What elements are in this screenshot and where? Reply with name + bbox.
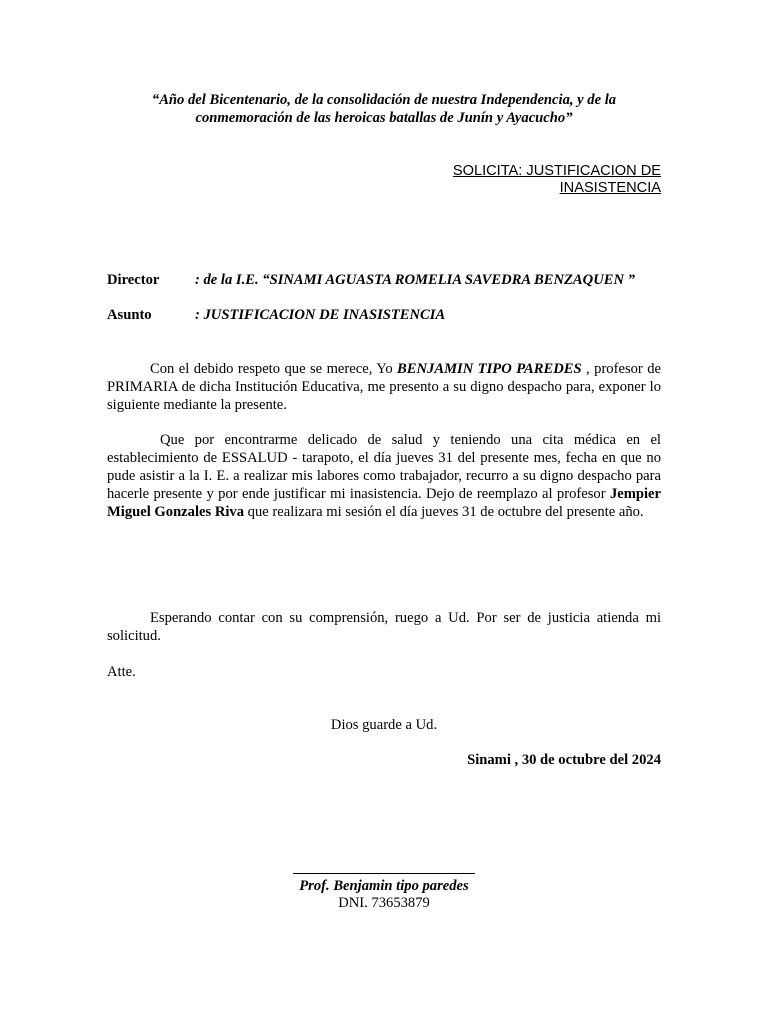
paragraph-1-rest: , profesor de PRIMARIA de dicha Institución Educativa, me presento a su digno despacho para, exponer lo siguiente mediante la presente. bbox=[107, 361, 661, 413]
director-label: Director bbox=[107, 272, 160, 288]
request-title-line1: SOLICITA: JUSTIFICACION DE bbox=[452, 163, 661, 179]
paragraph-1-intro: Con el debido respeto que se merece, Yo bbox=[150, 361, 398, 377]
signature-line bbox=[293, 873, 475, 874]
asunto-value: : JUSTIFICACION DE INASISTENCIA bbox=[195, 307, 446, 323]
paragraph-2-intro: Que por encontrarme delicado de salud y teniendo una cita médica en el establecimiento de ESSALUD - tarapoto, el día jueves 31 del presente mes, fecha en que no pude asistir a la I. E. a realizar mis labores como trabajador, recurro a su digno despacho para hacerle presente y por ende justificar mi inasistencia. Dejo de reemplazo al profesor bbox=[107, 432, 661, 502]
request-title bbox=[380, 163, 661, 197]
paragraph-2 bbox=[107, 431, 661, 521]
place-and-date: Sinami , 30 de octubre del 2024 bbox=[467, 752, 661, 768]
signature-name: Prof. Benjamin tipo paredes bbox=[299, 878, 469, 894]
request-title-line2: INASISTENCIA bbox=[559, 180, 661, 196]
director-value: : de la I.E. “SINAMI AGUASTA ROMELIA SAVEDRA BENZAQUEN ” bbox=[195, 272, 635, 288]
paragraph-3 bbox=[107, 609, 661, 645]
signature-dni: DNI. 73653879 bbox=[338, 895, 430, 911]
paragraph-3-text: Esperando contar con su comprensión, ruego a Ud. Por ser de justicia atienda mi solicitud. bbox=[107, 610, 661, 644]
blessing-line: Dios guarde a Ud. bbox=[330, 717, 438, 733]
paragraph-2-rest: que realizara mi sesión el día jueves 31 de octubre del presente año. bbox=[244, 504, 644, 520]
asunto-label: Asunto bbox=[107, 307, 152, 323]
closing-atte: Atte. bbox=[107, 664, 136, 680]
replacement-teacher-name: Jempier Miguel Gonzales Riva bbox=[107, 486, 661, 520]
teacher-name: BENJAMIN TIPO PAREDES bbox=[397, 361, 582, 377]
year-motto: “Año del Bicentenario, de la consolidación de nuestra Independencia, y de la conmemoración de las heroicas batallas de Junín y Ayacucho” bbox=[151, 92, 617, 126]
paragraph-1 bbox=[107, 360, 661, 414]
